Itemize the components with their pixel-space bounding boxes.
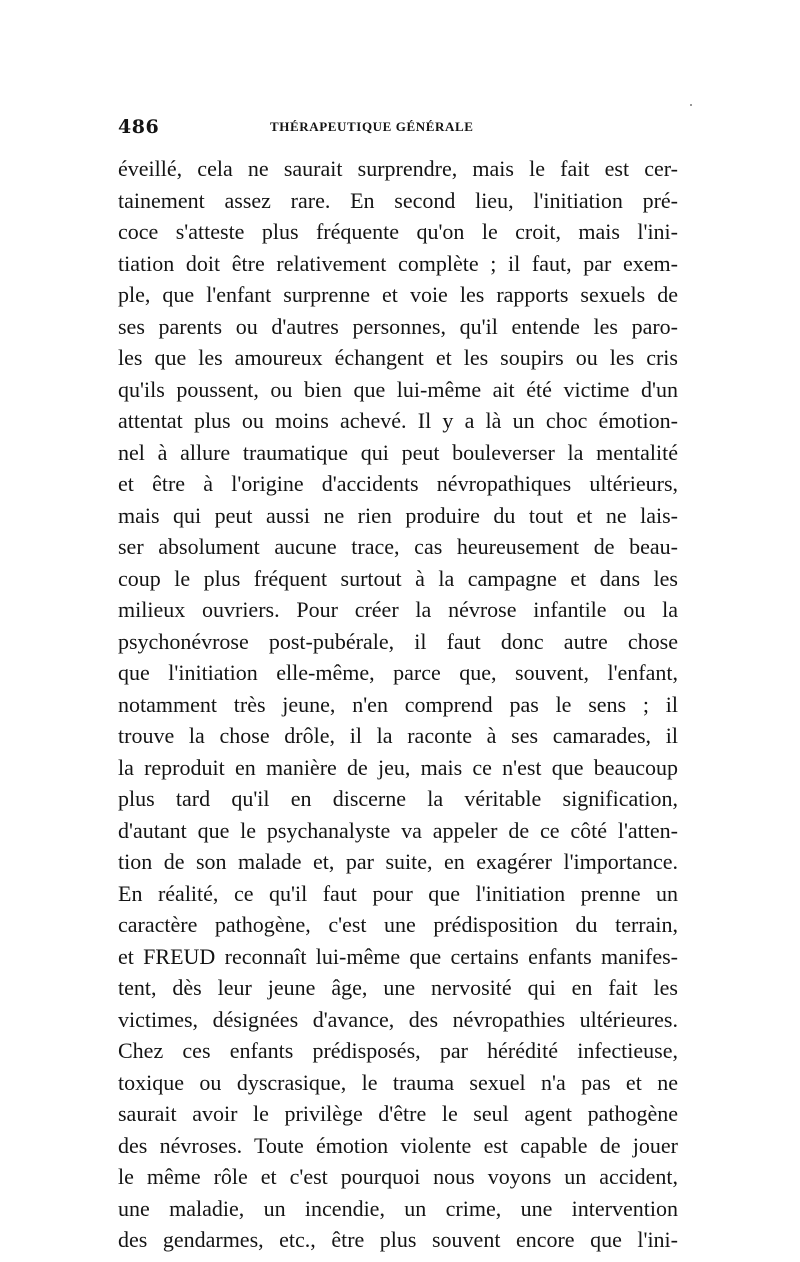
text-line: tent, dès leur jeune âge, une nervosité qui en fait les	[118, 975, 678, 1000]
text-line: milieux ouvriers. Pour créer la névrose infantile ou la	[118, 597, 678, 622]
print-speck	[690, 104, 692, 106]
text-line: trouve la chose drôle, il la raconte à ses camarades, il	[118, 723, 678, 748]
text-line: notamment très jeune, n'en comprend pas le sens ; il	[118, 691, 678, 717]
text-line: mais qui peut aussi ne rien produire du tout et ne lais-	[118, 502, 678, 528]
text-line: d'autant que le psychanalyste va appeler de ce côté l'atten-	[118, 817, 678, 843]
text-line: ser absolument aucune trace, cas heureusement de beau-	[118, 534, 678, 559]
text-line: psychonévrose post-pubérale, il faut donc autre chose	[118, 628, 678, 654]
text-line: saurait avoir le privilège d'être le seul agent pathogène	[118, 1101, 678, 1126]
text-line: éveillé, cela ne saurait surprendre, mais le fait est cer-	[118, 156, 678, 181]
text-line: des gendarmes, etc., être plus souvent encore que l'ini-	[118, 1227, 678, 1252]
body-text	[118, 153, 678, 1256]
text-line: victimes, désignées d'avance, des névropathies ultérieures.	[118, 1006, 678, 1032]
text-line: et être à l'origine d'accidents névropathiques ultérieurs,	[118, 471, 678, 496]
text-line: coce s'atteste plus fréquente qu'on le croit, mais l'ini-	[118, 219, 678, 244]
text-line: ses parents ou d'autres personnes, qu'il entende les paro-	[118, 313, 678, 339]
running-title: THÉRAPEUTIQUE GÉNÉRALE	[270, 119, 474, 134]
text-line: des névroses. Toute émotion violente est capable de jouer	[118, 1132, 678, 1158]
text-line: les que les amoureux échangent et les soupirs ou les cris	[118, 345, 678, 370]
text-line: Chez ces enfants prédisposés, par hérédité infectieuse,	[118, 1038, 678, 1063]
text-line: le même rôle et c'est pourquoi nous voyons un accident,	[118, 1164, 678, 1189]
text-line: une maladie, un incendie, un crime, une intervention	[118, 1195, 678, 1221]
text-line: la reproduit en manière de jeu, mais ce n'est que beaucoup	[118, 754, 678, 780]
text-line: que l'initiation elle-même, parce que, souvent, l'enfant,	[118, 660, 678, 685]
text-line: tiation doit être relativement complète ; il faut, par exem-	[118, 250, 678, 276]
page-number: 486	[118, 116, 160, 138]
text-line: nel à allure traumatique qui peut bouleverser la mentalité	[118, 439, 678, 465]
text-line: coup le plus fréquent surtout à la campagne et dans les	[118, 565, 678, 591]
text-line: attentat plus ou moins achevé. Il y a là un choc émotion-	[118, 408, 678, 433]
text-line: caractère pathogène, c'est une prédisposition du terrain,	[118, 912, 678, 937]
text-line: En réalité, ce qu'il faut pour que l'initiation prenne un	[118, 880, 678, 906]
text-line: toxique ou dyscrasique, le trauma sexuel n'a pas et ne	[118, 1069, 678, 1095]
text-line: et FREUD reconnaît lui-même que certains enfants manifes-	[118, 943, 678, 969]
text-line: qu'ils poussent, ou bien que lui-même ait été victime d'un	[118, 376, 678, 402]
running-header	[118, 116, 678, 142]
text-line: tainement assez rare. En second lieu, l'initiation pré-	[118, 187, 678, 213]
text-line: plus tard qu'il en discerne la véritable signification,	[118, 786, 678, 811]
text-line: ple, que l'enfant surprenne et voie les rapports sexuels de	[118, 282, 678, 307]
text-line: tion de son malade et, par suite, en exagérer l'importance.	[118, 849, 678, 874]
